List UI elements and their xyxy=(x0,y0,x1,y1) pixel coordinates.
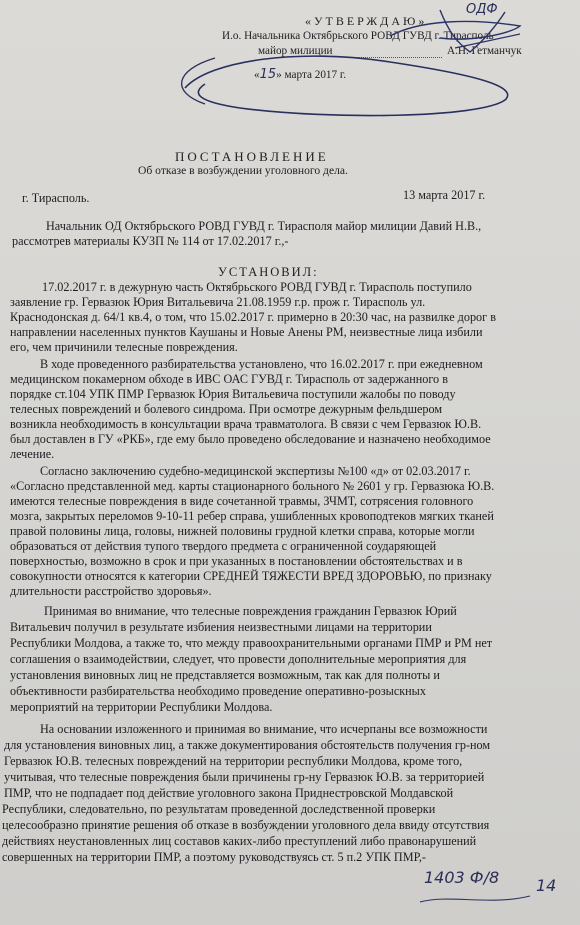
approval-name: А.Н. Гетманчук xyxy=(447,45,522,57)
paragraph-line: «Согласно представленной мед. карты стационарного больного № 2601 у гр. Гервазюка Ю.В. xyxy=(10,479,495,493)
paragraph-line: действиях неустановленных лиц составов каких-либо преступлений либо правонарушений xyxy=(2,834,477,848)
approval-title: «УТВЕРЖДАЮ» xyxy=(305,14,428,28)
approval-rank: майор милиции xyxy=(258,45,333,57)
document-subtitle: Об отказе в возбуждении уголовного дела. xyxy=(138,164,348,177)
paragraph-line: 17.02.2017 г. в дежурную часть Октябрьского РОВД ГУВД г. Тирасполь поступило xyxy=(42,280,472,294)
paragraph-line: имеются телесные повреждения в виде сочетанной травмы, ЗЧМТ, сотрясения головного xyxy=(10,494,474,508)
paragraph-line: мероприятий на территории Республики Молдова. xyxy=(10,700,273,714)
intro-line: Начальник ОД Октябрьского РОВД ГУВД г. Тирасполя майор милиции Давий Н.В., xyxy=(46,219,482,233)
paragraph-line: для установления виновных лиц, а также документирования обстоятельств получения гр-ном xyxy=(4,738,491,752)
paragraph-line: совокупности относятся к категории СРЕДНЕЙ ТЯЖЕСТИ ВРЕД ЗДОРОВЬЮ, по признаку xyxy=(10,569,492,583)
document-city: г. Тирасполь. xyxy=(22,191,90,205)
paragraph-line: был доставлен в ГУ «РКБ», где ему было проведено обследование и назначено необходимое xyxy=(10,432,491,446)
approval-position: И.о. Начальника Октябрьского РОВД ГУВД г. Тирасполь xyxy=(222,30,494,42)
paragraph-line: порядке ст.104 УПК ПМР Гервазюк Юрия Витальевича поступили жалобы по поводу xyxy=(10,387,456,401)
paragraph-line: направлении населенных пунктов Каушаны и Новые Анены РМ, неизвестные лица избили xyxy=(10,325,483,339)
paragraph-line: Витальевич получил в результате избиения неизвестными лицами на территории xyxy=(10,620,432,634)
paragraph-line: заявление гр. Гервазюк Юрия Витальевича 21.08.1959 г.р. прож г. Тирасполь ул. xyxy=(10,295,426,309)
paragraph-line: установления виновных лиц не представляется возможным, так как для полноты и xyxy=(10,668,440,682)
approval-date-day: 15 xyxy=(259,67,277,82)
document-title: ПОСТАНОВЛЕНИЕ xyxy=(175,149,329,164)
handwritten-page-mark: 14 xyxy=(536,876,557,895)
section-title: УСТАНОВИЛ: xyxy=(218,265,319,279)
signature-line xyxy=(350,57,442,58)
approval-date: «15» марта 2017 г. xyxy=(254,67,347,82)
paragraph-line: Краснодонская д. 64/1 кв.4, о том, что 15.02.2017 г. примерно в 20:30 час, на развилке дорог в xyxy=(10,310,496,324)
paragraph-line: совершенных на территории ПМР, а поэтому руководствуясь ст. 5 п.2 УПК ПМР,- xyxy=(2,850,426,864)
paragraph-line: объективности разбирательства необходимо проведение оперативно-розыскных xyxy=(10,684,426,698)
intro-line: рассмотрев материалы КУЗП № 114 от 17.02.2017 г.,- xyxy=(12,234,289,248)
paragraph-line: лечение. xyxy=(10,447,55,461)
signature-scribble xyxy=(0,0,580,130)
paragraph-line: Принимая во внимание, что телесные повреждения гражданин Гервазюк Юрий xyxy=(44,604,457,618)
paragraph-line: поверхностью, возможно в срок и при указанных в постановлении обстоятельствах и в xyxy=(10,554,463,568)
paragraph-line: образоваться от действия тупого твердого предмета с ограниченной соударяющей xyxy=(10,539,437,553)
paragraph-line: На основании изложенного и принимая во внимание, что исчерпаны все возможности xyxy=(40,722,488,736)
handwritten-note-top: ОДФ xyxy=(466,2,498,17)
paragraph-line: Республики, следовательно, по результатам проведенной доследственной проверки xyxy=(2,802,436,816)
paragraph-line: мозга, закрытых переломов 9-10-11 ребер справа, ушибленных кровоподтеков мягких тканей xyxy=(10,509,494,523)
handwritten-note-bottom: 1403 Ф/8 xyxy=(424,868,500,887)
paragraph-line: ПМР, что не подпадает под действие уголовного закона Приднестровской Молдавской xyxy=(4,786,454,800)
paragraph-line: соглашения о взаимодействии, следует, что провести дополнительные мероприятия для xyxy=(10,652,467,666)
paragraph-line: длительности расстройство здоровья». xyxy=(10,584,212,598)
paragraph-line: его, чем причинили телесные повреждения. xyxy=(10,340,238,354)
paragraph-line: Республики Молдова, а также то, что между правоохранительными органами ПМР и РМ нет xyxy=(10,636,493,650)
paragraph-line: возникла необходимость в консультации врача травматолога. В связи с чем Гервазюк Ю.В. xyxy=(10,417,482,431)
paragraph-line: В ходе проведенного разбирательства установлено, что 16.02.2017 г. при ежедневном xyxy=(40,357,483,371)
paragraph-line: телесных повреждений и болевого синдрома. При осмотре дежурным фельдшером xyxy=(10,402,443,416)
paragraph-line: Гервазюк Ю.В. телесных повреждений на территории республики Молдова, кроме того, xyxy=(4,754,463,768)
document-date: 13 марта 2017 г. xyxy=(403,188,486,202)
paragraph-line: учитывая, что телесные повреждения были причинены гр-ну Гервазюк Ю.В. за территорией xyxy=(4,770,485,784)
paragraph-line: правой половины лица, головы, нижней половины грудной клетки справа, которые могли xyxy=(10,524,475,538)
paragraph-line: медицинском покамерном обходе в ИВС ОАС ГУВД г. Тирасполь от задержанного в xyxy=(10,372,448,386)
paragraph-line: Согласно заключению судебно-медицинской экспертизы №100 «д» от 02.03.2017 г. xyxy=(40,464,471,478)
paragraph-line: целесообразно принятие решения об отказе в возбуждении уголовного дела ввиду отсутствия xyxy=(2,818,490,832)
